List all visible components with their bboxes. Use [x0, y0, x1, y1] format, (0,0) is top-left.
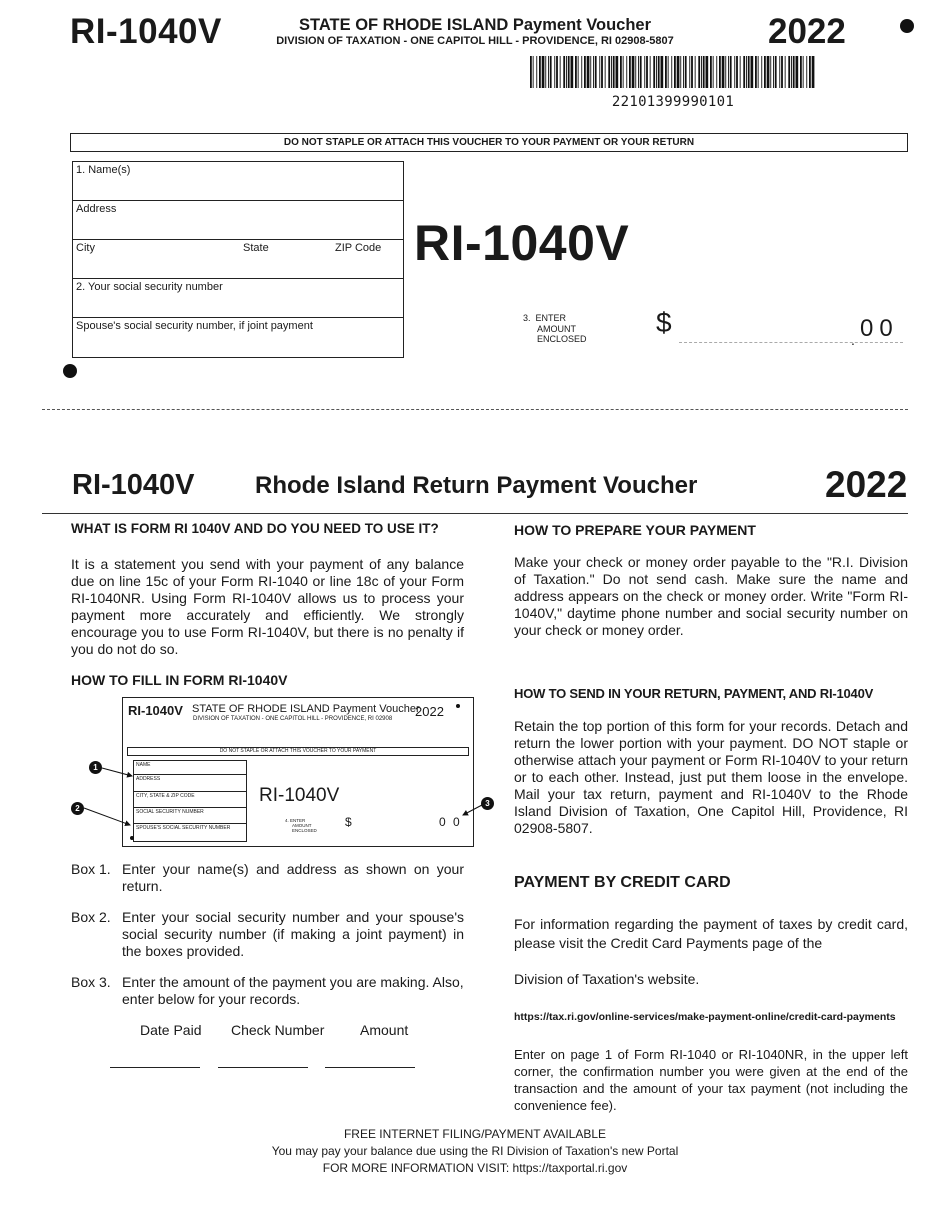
- barcode-bar: [635, 56, 636, 88]
- callout-3: 3: [481, 797, 494, 810]
- barcode-bar: [722, 56, 725, 88]
- prepare-text: Make your check or money order payable to the "R.I. Division of Taxation." Do not send cash. Make sure the name and address appears on the check or money order. Write "Form RI-1040V," daytime phone number and social security number on your check or money order.: [514, 554, 908, 638]
- amount-field[interactable]: [325, 1067, 415, 1068]
- address-field[interactable]: [73, 201, 403, 240]
- barcode-bar: [626, 56, 627, 88]
- barcode-bar: [590, 56, 591, 88]
- city-label: City: [76, 242, 95, 254]
- enter-amount-line3: ENCLOSED: [537, 334, 587, 344]
- barcode-bar: [793, 56, 795, 88]
- sample-year: 2022: [415, 704, 444, 719]
- barcode-bar: [533, 56, 534, 88]
- detach-cut-line: [42, 409, 908, 410]
- barcode-bar: [563, 56, 565, 88]
- barcode-bar: [578, 56, 579, 88]
- sample-enter-line2: AMOUNT: [292, 823, 312, 828]
- barcode-bar: [661, 56, 664, 88]
- city-state-zip-field[interactable]: [73, 240, 403, 279]
- sample-cents: 0 0: [439, 815, 462, 829]
- enter-amount-line1: ENTER: [535, 313, 567, 323]
- barcode-bar: [665, 56, 667, 88]
- barcode-bar: [716, 56, 717, 88]
- voucher-form-id: RI-1040V: [70, 12, 222, 51]
- barcode-bar: [599, 56, 600, 88]
- address-field-label: Address: [76, 203, 117, 215]
- barcode-bar: [556, 56, 558, 88]
- sample-field-ssn-label: SOCIAL SECURITY NUMBER: [136, 809, 204, 815]
- sample-staple-notice: DO NOT STAPLE OR ATTACH THIS VOUCHER TO YOUR PAYMENT: [127, 747, 469, 756]
- barcode-bar: [581, 56, 582, 88]
- barcode-bar: [781, 56, 783, 88]
- staple-notice: DO NOT STAPLE OR ATTACH THIS VOUCHER TO YOUR PAYMENT OR YOUR RETURN: [70, 133, 908, 152]
- box-1-text: Enter your name(s) and address as shown on your return.: [122, 861, 464, 894]
- credit-text-3: Enter on page 1 of Form RI-1040 or RI-1040NR, in the upper left corner, the confirmation number you were given at the end of the transaction and the amount of your tax payment (not including the convenience fee).: [514, 1047, 908, 1113]
- ssn-field-label: 2. Your social security number: [76, 281, 223, 293]
- sample-title: STATE OF RHODE ISLAND Payment Voucher: [192, 703, 420, 715]
- sample-field-spouse-ssn-label: SPOUSE'S SOCIAL SECURITY NUMBER: [136, 825, 231, 831]
- barcode-bar: [706, 56, 709, 88]
- barcode-bar: [683, 56, 684, 88]
- barcode-bar: [571, 56, 574, 88]
- voucher-subtitle: DIVISION OF TAXATION - ONE CAPITOL HILL - PROVIDENCE, RI 02908-5807: [276, 35, 674, 47]
- dollar-sign: $: [656, 307, 672, 338]
- zip-label: ZIP Code: [335, 242, 382, 254]
- registration-mark-left: [63, 364, 77, 378]
- names-field[interactable]: [73, 162, 403, 201]
- sample-enter-line3: ENCLOSED: [292, 828, 317, 833]
- sample-field-name-label: NAME: [136, 762, 151, 768]
- instructions-form-id: RI-1040V: [72, 469, 195, 501]
- barcode-bar: [638, 56, 639, 88]
- barcode-bar: [791, 56, 792, 88]
- ssn-field[interactable]: [73, 279, 403, 318]
- barcode-bar: [691, 56, 693, 88]
- barcode-bar: [746, 56, 747, 88]
- send-text: Retain the top portion of this form for your records. Detach and return the lower portion with your payment. DO NOT staple or otherwise attach your payment or Form RI-1040V to your return or to each other. Instead, just put them loose in the envelope. Mail your tax return, payment and RI-1040V to the Rhode Island Division of Taxation, One Capitol Hill, Providence, RI 02908-5807.: [514, 718, 908, 836]
- sample-field-city-label: CITY, STATE & ZIP CODE: [136, 793, 195, 799]
- sample-form-id: RI-1040V: [128, 703, 183, 718]
- names-field-label: 1. Name(s): [76, 164, 131, 176]
- barcode-bar: [803, 56, 804, 88]
- check-number-field[interactable]: [218, 1067, 308, 1068]
- voucher-year: 2022: [768, 12, 846, 51]
- barcode-bar: [800, 56, 802, 88]
- barcode-bar: [689, 56, 690, 88]
- divider: [42, 513, 908, 514]
- voucher-big-form-id: RI-1040V: [414, 215, 630, 271]
- barcode-bar: [620, 56, 622, 88]
- barcode-bar: [736, 56, 738, 88]
- box-2-label: Box 2.: [71, 909, 111, 925]
- barcode-bar: [755, 56, 757, 88]
- barcode-bar: [548, 56, 549, 88]
- barcode-bar: [710, 56, 712, 88]
- arrow-2: [84, 808, 130, 825]
- barcode-bar: [539, 56, 541, 88]
- footer-line-3: FOR MORE INFORMATION VISIT: https://taxportal.ri.gov: [322, 1161, 628, 1175]
- barcode-bar: [701, 56, 702, 88]
- barcode-bar: [646, 56, 648, 88]
- barcode-bar: [623, 56, 624, 88]
- barcode-bar: [770, 56, 771, 88]
- barcode-bar: [605, 56, 606, 88]
- barcode-bar: [550, 56, 552, 88]
- barcode-bar: [695, 56, 696, 88]
- arrow-3: [463, 805, 482, 815]
- enter-amount-line2: AMOUNT: [537, 323, 576, 334]
- barcode-bar: [611, 56, 612, 88]
- barcode-bar: [593, 56, 594, 88]
- barcode-bar: [809, 56, 811, 88]
- fill-heading: HOW TO FILL IN FORM RI-1040V: [71, 672, 288, 688]
- spouse-ssn-field-label: Spouse's social security number, if joint payment: [76, 320, 313, 332]
- amount-cents: 00: [860, 315, 899, 342]
- barcode-bar: [743, 56, 745, 88]
- barcode-bar: [568, 56, 570, 88]
- registration-mark-top-right: [900, 19, 914, 33]
- barcode-bar: [644, 56, 645, 88]
- date-paid-field[interactable]: [110, 1067, 200, 1068]
- barcode-bar: [730, 56, 732, 88]
- barcode-bar: [719, 56, 721, 88]
- barcode-bar: [812, 56, 815, 88]
- barcode: [530, 56, 816, 88]
- barcode-bar: [575, 56, 577, 88]
- barcode-bar: [616, 56, 619, 88]
- barcode-bar: [788, 56, 790, 88]
- barcode-bar: [751, 56, 754, 88]
- instructions-title: Rhode Island Return Payment Voucher: [255, 472, 698, 499]
- barcode-bar: [806, 56, 807, 88]
- barcode-bar: [601, 56, 603, 88]
- barcode-bar: [767, 56, 770, 88]
- barcode-bar: [685, 56, 687, 88]
- sample-field-address-label: ADDRESS: [136, 776, 161, 782]
- amount-label: Amount: [360, 1022, 409, 1038]
- barcode-bar: [748, 56, 750, 88]
- barcode-bar: [764, 56, 766, 88]
- box-3-label: Box 3.: [71, 974, 111, 990]
- sample-big-id: RI-1040V: [259, 785, 340, 806]
- barcode-bar: [796, 56, 799, 88]
- barcode-bar: [536, 56, 537, 88]
- footer-line-2: You may pay your balance due using the RI Division of Taxation's new Portal: [271, 1144, 679, 1158]
- barcode-bar: [758, 56, 759, 88]
- barcode-bar: [779, 56, 780, 88]
- box-2-text: Enter your social security number and your spouse's social security number (if making a joint payment) in the boxes provided.: [122, 909, 464, 959]
- barcode-bar: [740, 56, 741, 88]
- barcode-bar: [640, 56, 642, 88]
- enter-amount-label: [523, 313, 587, 345]
- send-heading: HOW TO SEND IN YOUR RETURN, PAYMENT, AND RI-1040V: [514, 686, 874, 701]
- barcode-bar: [671, 56, 672, 88]
- barcode-bar: [674, 56, 676, 88]
- barcode-bar: [595, 56, 597, 88]
- barcode-bar: [587, 56, 590, 88]
- barcode-bar: [728, 56, 729, 88]
- what-text: It is a statement you send with your payment of any balance due on line 15c of your Form RI-1040 or line 18c of your Form RI-1040NR. Using Form RI-1040V allows us to process your payment more accurately and efficiently. We strongly encourage you to use Form RI-1040V, but there is no penalty if you do not do so.: [71, 556, 464, 657]
- barcode-bar: [566, 56, 567, 88]
- barcode-bar: [560, 56, 561, 88]
- date-paid-label: Date Paid: [140, 1022, 202, 1038]
- barcode-bar: [680, 56, 681, 88]
- sample-dollar-sign: $: [345, 815, 352, 829]
- voucher-field-box: [72, 161, 404, 358]
- barcode-bar: [542, 56, 545, 88]
- spouse-ssn-field[interactable]: [73, 318, 403, 356]
- barcode-bar: [658, 56, 660, 88]
- barcode-bar: [608, 56, 610, 88]
- state-label: State: [243, 242, 269, 254]
- credit-text-2: Division of Taxation's website.: [514, 971, 700, 987]
- voucher-title: STATE OF RHODE ISLAND Payment Voucher: [298, 16, 652, 34]
- callout-2: 2: [71, 802, 84, 815]
- prepare-heading: HOW TO PREPARE YOUR PAYMENT: [514, 522, 756, 538]
- sample-subtitle: DIVISION OF TAXATION - ONE CAPITOL HILL - PROVIDENCE, RI 02908: [193, 716, 393, 722]
- sample-registration-mark-left: [130, 836, 134, 840]
- sample-registration-mark: [456, 704, 460, 708]
- barcode-bar: [761, 56, 762, 88]
- barcode-bar: [725, 56, 726, 88]
- barcode-bar: [734, 56, 735, 88]
- barcode-bar: [698, 56, 700, 88]
- barcode-bar: [785, 56, 786, 88]
- barcode-bar: [703, 56, 705, 88]
- barcode-bar: [530, 56, 532, 88]
- barcode-bar: [773, 56, 774, 88]
- decimal-point: .: [851, 332, 855, 348]
- check-number-label: Check Number: [231, 1022, 325, 1038]
- barcode-number: 22101399990101: [611, 94, 735, 110]
- callout-arrows: [70, 755, 500, 835]
- what-heading: WHAT IS FORM RI 1040V AND DO YOU NEED TO USE IT?: [71, 521, 439, 536]
- barcode-bar: [775, 56, 777, 88]
- sample-enter-line1: 4. ENTER: [285, 818, 306, 823]
- credit-text-1: For information regarding the payment of taxes by credit card, please visit the Credit Card Payments page of the: [514, 916, 908, 951]
- barcode-bar: [653, 56, 655, 88]
- instructions-year: 2022: [825, 464, 908, 505]
- barcode-bar: [545, 56, 546, 88]
- barcode-bar: [629, 56, 631, 88]
- barcode-bar: [632, 56, 635, 88]
- credit-heading: PAYMENT BY CREDIT CARD: [514, 874, 731, 891]
- barcode-bar: [668, 56, 669, 88]
- credit-card-url[interactable]: https://tax.ri.gov/online-services/make-payment-online/credit-card-payments: [514, 1011, 896, 1023]
- barcode-bar: [677, 56, 680, 88]
- barcode-bar: [613, 56, 615, 88]
- callout-1: 1: [89, 761, 102, 774]
- barcode-bar: [650, 56, 651, 88]
- box-3-text: Enter the amount of the payment you are making. Also, enter below for your records.: [122, 974, 464, 1007]
- barcode-bar: [713, 56, 714, 88]
- enter-amount-number: 3.: [523, 313, 531, 323]
- barcode-bar: [584, 56, 586, 88]
- box-1-label: Box 1.: [71, 861, 111, 877]
- footer-line-1: FREE INTERNET FILING/PAYMENT AVAILABLE: [343, 1127, 607, 1141]
- barcode-bar: [554, 56, 555, 88]
- barcode-bar: [656, 56, 657, 88]
- arrow-1: [102, 768, 132, 776]
